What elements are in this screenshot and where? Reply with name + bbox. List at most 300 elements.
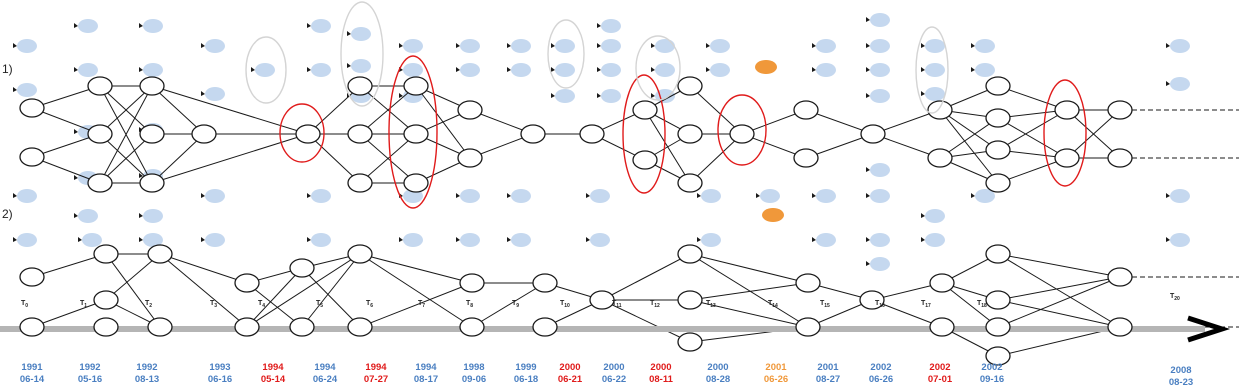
time-step-main: T: [977, 300, 982, 307]
blob-icon: [870, 89, 890, 103]
blob-icon: [511, 189, 531, 203]
arrow-tick-icon: [697, 237, 701, 242]
row2-edge: [472, 283, 545, 327]
blob-icon: [1170, 39, 1190, 53]
orange-blob-icon: [762, 208, 784, 222]
time-step-main: T: [316, 300, 321, 307]
time-step-subscript: 5: [320, 303, 324, 309]
blob-icon: [255, 63, 275, 77]
arrow-tick-icon: [78, 237, 82, 242]
blob-icon: [655, 39, 675, 53]
arrow-tick-icon: [201, 91, 205, 96]
blob-icon: [311, 233, 331, 247]
blob-icon: [816, 233, 836, 247]
row1-node: [348, 77, 372, 95]
time-step-label: [820, 300, 830, 309]
time-step-subscript: 16: [879, 303, 885, 309]
row1-node: [192, 125, 216, 143]
row2-node: [460, 318, 484, 336]
time-step-main: T: [1170, 293, 1175, 300]
time-step-subscript: 17: [925, 303, 931, 309]
arrow-tick-icon: [456, 193, 460, 198]
row1-node: [348, 174, 372, 192]
row1-node: [986, 141, 1010, 159]
arrow-tick-icon: [651, 43, 655, 48]
blob-icon: [555, 39, 575, 53]
arrow-tick-icon: [251, 67, 255, 72]
arrow-tick-icon: [971, 193, 975, 198]
date-month-day: 08-13: [134, 374, 160, 385]
arrow-tick-icon: [201, 237, 205, 242]
row2-edge: [160, 254, 247, 327]
row1-node: [140, 77, 164, 95]
blob-icon: [870, 13, 890, 27]
row1-node: [88, 77, 112, 95]
row1-node: [794, 149, 818, 167]
arrow-tick-icon: [812, 67, 816, 72]
time-step-label: [612, 300, 622, 309]
blob-icon: [17, 39, 37, 53]
arrow-tick-icon: [507, 193, 511, 198]
blob-icon: [870, 189, 890, 203]
blob-icon: [870, 39, 890, 53]
graph-edges: [32, 86, 1239, 356]
row2-node: [678, 245, 702, 263]
row1-node: [928, 101, 952, 119]
arrow-tick-icon: [399, 43, 403, 48]
time-step-subscript: 20: [1174, 296, 1180, 302]
arrow-tick-icon: [1166, 193, 1170, 198]
arrow-tick-icon: [74, 129, 78, 134]
date-labels: [20, 362, 1193, 388]
row1-node: [633, 151, 657, 169]
row2-node: [235, 318, 259, 336]
row2-node: [1108, 268, 1132, 286]
row2-node: [460, 274, 484, 292]
grey-highlight-ellipse: [548, 20, 584, 88]
row2-node: [348, 245, 372, 263]
date-year: 2002: [981, 362, 1003, 373]
arrow-tick-icon: [507, 43, 511, 48]
arrow-tick-icon: [921, 237, 925, 242]
blob-icon: [143, 63, 163, 77]
date-year: 1993: [209, 362, 231, 373]
background-blobs: [13, 13, 1190, 271]
row1-node: [794, 101, 818, 119]
arrow-tick-icon: [866, 167, 870, 172]
arrow-tick-icon: [866, 17, 870, 22]
time-step-main: T: [466, 300, 471, 307]
row2-edge: [160, 254, 247, 283]
arrow-tick-icon: [1166, 43, 1170, 48]
arrow-tick-icon: [13, 87, 17, 92]
row2-node: [678, 333, 702, 351]
time-step-main: T: [80, 300, 85, 307]
arrow-tick-icon: [456, 43, 460, 48]
row2-node: [986, 318, 1010, 336]
blob-icon: [601, 19, 621, 33]
blob-icon: [870, 163, 890, 177]
row1-node: [730, 125, 754, 143]
arrow-tick-icon: [706, 67, 710, 72]
blob-icon: [710, 39, 730, 53]
arrow-tick-icon: [812, 237, 816, 242]
row2-edge: [690, 283, 808, 300]
blob-icon: [460, 63, 480, 77]
time-step-subscript: 12: [654, 303, 660, 309]
date-month-day: 06-26: [868, 374, 894, 385]
arrow-tick-icon: [507, 67, 511, 72]
time-step-label: [706, 300, 716, 309]
blob-icon: [925, 233, 945, 247]
date-month-day: 08-23: [1168, 377, 1194, 388]
row1-node: [1108, 149, 1132, 167]
date-year: 2008: [1170, 365, 1192, 376]
blob-icon: [1170, 77, 1190, 91]
blob-icon: [311, 189, 331, 203]
time-step-subscript: 11: [616, 303, 622, 309]
time-step-subscript: 2: [149, 303, 153, 309]
row1-edge: [152, 134, 308, 183]
date-month-day: 06-18: [513, 374, 539, 385]
blob-icon: [511, 39, 531, 53]
time-step-main: T: [921, 300, 926, 307]
time-step-main: T: [612, 300, 617, 307]
row1-node: [20, 148, 44, 166]
blob-icon: [311, 19, 331, 33]
time-step-label: [512, 300, 519, 309]
row2-node: [20, 318, 44, 336]
time-step-subscript: 13: [710, 303, 716, 309]
date-month-day: 06-21: [557, 374, 583, 385]
blob-icon: [870, 63, 890, 77]
date-month-day: 09-16: [979, 374, 1005, 385]
row1-node: [986, 174, 1010, 192]
time-step-label: [466, 300, 473, 309]
date-year: 1994: [365, 362, 387, 373]
row2-node: [290, 259, 314, 277]
arrow-tick-icon: [139, 213, 143, 218]
date-year: 1994: [262, 362, 284, 373]
date-month-day: 08-27: [815, 374, 841, 385]
blob-icon: [975, 39, 995, 53]
date-month-day: 08-11: [649, 374, 673, 385]
row2-node: [986, 291, 1010, 309]
date-year: 1991: [21, 362, 43, 373]
arrow-tick-icon: [551, 43, 555, 48]
blob-icon: [205, 87, 225, 101]
row1-node: [521, 125, 545, 143]
arrow-tick-icon: [201, 193, 205, 198]
time-step-subscript: 0: [25, 303, 29, 309]
red-highlight-ellipse: [1044, 80, 1086, 186]
time-step-main: T: [650, 300, 655, 307]
time-step-label: [768, 300, 778, 309]
date-month-day: 05-16: [77, 374, 103, 385]
blob-icon: [1170, 189, 1190, 203]
arrow-tick-icon: [921, 91, 925, 96]
arrow-tick-icon: [74, 175, 78, 180]
row2-edge: [998, 277, 1120, 327]
blob-icon: [460, 39, 480, 53]
time-step-label: [560, 300, 570, 309]
row2-node: [796, 318, 820, 336]
arrow-tick-icon: [13, 237, 17, 242]
time-step-main: T: [875, 300, 880, 307]
time-step-main: T: [21, 300, 26, 307]
time-step-main: T: [820, 300, 825, 307]
row1-node: [861, 125, 885, 143]
arrow-tick-icon: [307, 23, 311, 28]
blob-icon: [925, 209, 945, 223]
arrow-tick-icon: [1166, 237, 1170, 242]
row2-node: [930, 318, 954, 336]
arrow-tick-icon: [307, 193, 311, 198]
date-month-day: 07-27: [363, 374, 389, 385]
row2-node: [148, 318, 172, 336]
row2-node: [148, 245, 172, 263]
time-step-main: T: [145, 300, 150, 307]
date-year: 2000: [650, 362, 672, 373]
time-step-main: T: [512, 300, 517, 307]
time-step-subscript: 4: [262, 303, 266, 309]
date-year: 1994: [415, 362, 437, 373]
blob-icon: [403, 39, 423, 53]
blob-icon: [816, 63, 836, 77]
blob-icon: [975, 63, 995, 77]
time-step-subscript: 10: [564, 303, 570, 309]
arrow-tick-icon: [139, 67, 143, 72]
blob-icon: [555, 89, 575, 103]
time-step-subscript: 3: [214, 303, 218, 309]
row2-node: [590, 291, 614, 309]
date-month-day: 06-22: [601, 374, 627, 385]
row2-node: [796, 274, 820, 292]
blob-icon: [710, 63, 730, 77]
date-year: 2002: [929, 362, 951, 373]
row1-node: [140, 174, 164, 192]
date-month-day: 06-24: [312, 374, 338, 385]
blob-icon: [311, 63, 331, 77]
arrow-tick-icon: [706, 43, 710, 48]
time-step-label: [80, 300, 87, 309]
blob-icon: [870, 233, 890, 247]
time-step-label: [921, 300, 931, 309]
row2-edge: [302, 268, 360, 327]
row1-node: [88, 174, 112, 192]
row2-edge: [360, 254, 472, 327]
row2-node: [94, 245, 118, 263]
row1-node: [296, 125, 320, 143]
date-year: 2000: [707, 362, 729, 373]
arrow-tick-icon: [347, 63, 351, 68]
blob-icon: [78, 63, 98, 77]
blob-icon: [205, 189, 225, 203]
blob-icon: [82, 233, 102, 247]
row2-node: [94, 291, 118, 309]
row2-edge: [360, 283, 472, 327]
row2-node: [94, 318, 118, 336]
row2-node: [930, 274, 954, 292]
row2-edge: [360, 254, 472, 283]
row2-node: [678, 291, 702, 309]
arrow-tick-icon: [597, 93, 601, 98]
blob-icon: [701, 233, 721, 247]
date-month-day: 05-14: [260, 374, 286, 385]
row1-node: [678, 77, 702, 95]
date-month-day: 09-06: [461, 374, 487, 385]
arrow-tick-icon: [866, 43, 870, 48]
arrow-tick-icon: [921, 43, 925, 48]
row1-node: [140, 125, 164, 143]
arrow-tick-icon: [307, 67, 311, 72]
row2-edge: [106, 254, 160, 327]
time-step-subscript: 1: [84, 303, 88, 309]
date-year: 1992: [79, 362, 101, 373]
row1-node: [404, 125, 428, 143]
row2-edge: [998, 277, 1120, 300]
row1-node: [580, 125, 604, 143]
arrow-tick-icon: [456, 67, 460, 72]
arrow-tick-icon: [201, 43, 205, 48]
blob-icon: [17, 233, 37, 247]
time-step-main: T: [258, 300, 263, 307]
row-label-2: 2): [2, 207, 13, 221]
row1-node: [88, 125, 112, 143]
arrow-tick-icon: [13, 43, 17, 48]
blob-icon: [78, 209, 98, 223]
blob-icon: [351, 59, 371, 73]
row1-node: [986, 77, 1010, 95]
row1-node: [20, 99, 44, 117]
time-step-subscript: 6: [370, 303, 374, 309]
arrow-tick-icon: [139, 23, 143, 28]
time-step-subscript: 14: [772, 303, 778, 309]
time-step-main: T: [210, 300, 215, 307]
arrow-tick-icon: [586, 237, 590, 242]
blob-icon: [601, 39, 621, 53]
arrow-tick-icon: [697, 193, 701, 198]
date-month-day: 07-01: [927, 374, 953, 385]
arrow-tick-icon: [812, 193, 816, 198]
row2-node: [290, 318, 314, 336]
date-year: 1999: [515, 362, 537, 373]
time-step-main: T: [560, 300, 565, 307]
row2-node: [986, 245, 1010, 263]
time-step-label: [366, 300, 373, 309]
blob-icon: [655, 63, 675, 77]
blob-icon: [78, 19, 98, 33]
row1-node: [928, 149, 952, 167]
timeline: [0, 318, 1222, 340]
blob-icon: [925, 39, 945, 53]
arrow-tick-icon: [597, 23, 601, 28]
row2-node: [20, 268, 44, 286]
blob-icon: [701, 189, 721, 203]
arrow-tick-icon: [651, 93, 655, 98]
row2-edge: [998, 254, 1120, 327]
blob-icon: [403, 63, 423, 77]
row1-node: [1108, 101, 1132, 119]
blob-icon: [925, 87, 945, 101]
blob-icon: [925, 63, 945, 77]
row2-node: [235, 274, 259, 292]
arrow-tick-icon: [866, 93, 870, 98]
row2-edge: [690, 254, 808, 327]
blob-icon: [460, 233, 480, 247]
arrow-tick-icon: [74, 23, 78, 28]
arrow-tick-icon: [866, 193, 870, 198]
row1-node: [348, 125, 372, 143]
arrow-tick-icon: [756, 193, 760, 198]
blob-icon: [870, 257, 890, 271]
row1-node: [458, 149, 482, 167]
blob-icon: [351, 27, 371, 41]
arrow-tick-icon: [866, 237, 870, 242]
date-month-day: 06-26: [763, 374, 789, 385]
date-month-day: 06-16: [207, 374, 233, 385]
blob-icon: [17, 83, 37, 97]
arrow-tick-icon: [13, 193, 17, 198]
row1-node: [404, 77, 428, 95]
row1-node: [1055, 101, 1079, 119]
blob-icon: [17, 189, 37, 203]
time-step-label: [258, 300, 265, 309]
blob-icon: [403, 233, 423, 247]
row2-edge: [690, 254, 808, 283]
arrow-tick-icon: [551, 67, 555, 72]
arrow-tick-icon: [74, 213, 78, 218]
blob-icon: [143, 19, 163, 33]
row1-node: [404, 174, 428, 192]
blob-icon: [601, 89, 621, 103]
arrow-tick-icon: [507, 237, 511, 242]
row2-node: [533, 274, 557, 292]
arrow-tick-icon: [586, 193, 590, 198]
time-step-subscript: 15: [824, 303, 830, 309]
date-year: 1994: [314, 362, 336, 373]
blob-icon: [205, 233, 225, 247]
time-step-main: T: [418, 300, 423, 307]
row2-node: [1108, 318, 1132, 336]
arrow-tick-icon: [921, 67, 925, 72]
row2-edge: [998, 300, 1120, 327]
row2-node: [533, 318, 557, 336]
arrow-tick-icon: [551, 93, 555, 98]
row1-node: [678, 174, 702, 192]
blob-icon: [816, 189, 836, 203]
row1-node: [986, 109, 1010, 127]
row1-edge: [152, 86, 308, 134]
date-year: 2002: [870, 362, 892, 373]
date-year: 2000: [603, 362, 625, 373]
arrow-tick-icon: [812, 43, 816, 48]
row1-node: [458, 101, 482, 119]
date-year: 2001: [817, 362, 839, 373]
arrow-tick-icon: [74, 67, 78, 72]
highlight-ellipses: [246, 2, 1086, 208]
arrow-tick-icon: [597, 67, 601, 72]
arrow-tick-icon: [971, 43, 975, 48]
arrow-tick-icon: [347, 31, 351, 36]
time-step-main: T: [706, 300, 711, 307]
blob-icon: [1170, 233, 1190, 247]
arrow-tick-icon: [971, 67, 975, 72]
time-step-subscript: 9: [516, 303, 520, 309]
blob-icon: [760, 189, 780, 203]
blob-icon: [601, 63, 621, 77]
blob-icon: [205, 39, 225, 53]
